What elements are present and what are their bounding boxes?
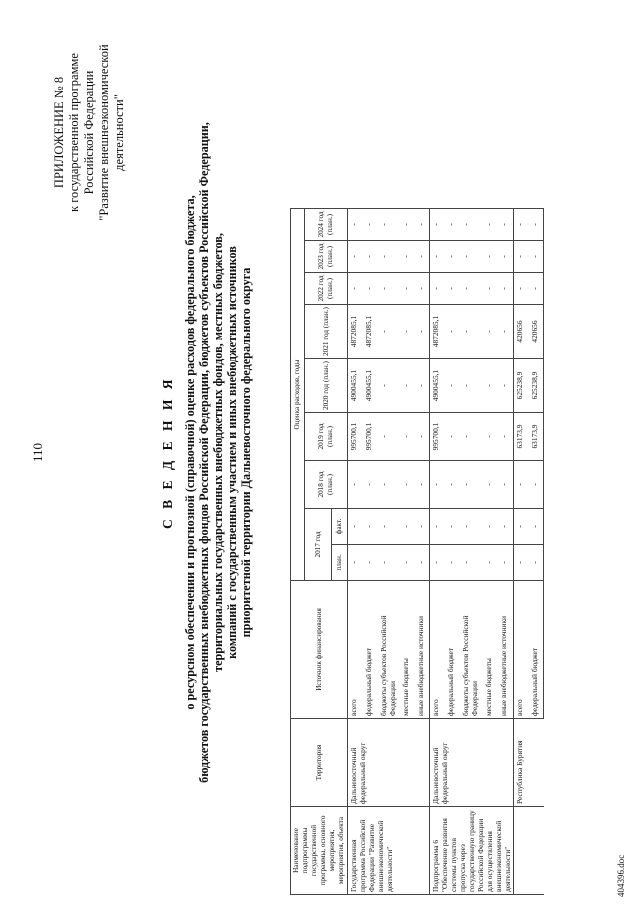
value-cell: - (483, 273, 498, 305)
funding-source-cell: федеральный бюджет (445, 581, 460, 719)
value-cell: - (498, 545, 513, 581)
value-cell: - (445, 545, 460, 581)
resource-table-wrapper (290, 208, 544, 895)
value-cell: - (348, 461, 363, 509)
value-cell: - (430, 209, 445, 241)
value-cell: 995700,1 (430, 413, 445, 461)
header-2017-fact: факт. (332, 509, 348, 545)
header-source: Источник финансирования (291, 581, 348, 719)
header-2020: 2020 год (план.) (305, 359, 348, 413)
value-cell: - (498, 305, 513, 359)
document-code: 404396.doc (616, 854, 626, 897)
value-cell: - (445, 241, 460, 273)
value-cell: - (400, 209, 415, 241)
value-cell: - (460, 461, 483, 509)
funding-source-cell: всего (514, 581, 529, 719)
value-cell: - (415, 209, 430, 241)
value-cell: - (378, 413, 400, 461)
value-cell: - (400, 509, 415, 545)
appendix-line: к государственной программе (67, 53, 81, 212)
funding-source-cell: местные бюджеты (400, 581, 415, 719)
header-territory: Территория (291, 719, 348, 807)
funding-source-cell: бюджеты субъектов Российской Федерации (460, 581, 483, 719)
value-cell: - (363, 273, 378, 305)
value-cell: - (483, 241, 498, 273)
header-2024: 2024 год (план.) (305, 209, 348, 241)
value-cell: - (460, 413, 483, 461)
header-name: Наименование подпрограммы государственной программы, основного мероприятия, мероприятия, объекта (291, 807, 348, 895)
header-2022: 2022 год (план.) (305, 273, 348, 305)
value-cell: - (378, 305, 400, 359)
header-2017-plan: план. (332, 545, 348, 581)
value-cell: - (363, 241, 378, 273)
value-cell: 4872085,1 (348, 305, 363, 359)
value-cell: - (529, 509, 544, 545)
header-estimate-group: Оценка расходов, годы (291, 209, 305, 581)
funding-source-cell: иные внебюджетные источники (498, 581, 513, 719)
value-cell: - (445, 461, 460, 509)
value-cell: - (529, 461, 544, 509)
value-cell: - (363, 509, 378, 545)
value-cell: - (498, 509, 513, 545)
value-cell: - (415, 305, 430, 359)
value-cell: 63173,9 (514, 413, 529, 461)
value-cell: - (348, 273, 363, 305)
value-cell: - (514, 241, 529, 273)
value-cell: - (498, 273, 513, 305)
value-cell: - (430, 509, 445, 545)
value-cell: - (445, 413, 460, 461)
subtitle-line: бюджетов государственных внебюджетных фондов Российской Федерации, бюджетов субъектов Российской Федерации, (197, 122, 211, 783)
table-row (430, 209, 445, 895)
table-row (348, 209, 363, 895)
value-cell: - (378, 461, 400, 509)
value-cell: - (415, 241, 430, 273)
value-cell: - (483, 509, 498, 545)
value-cell: - (498, 241, 513, 273)
value-cell: - (348, 209, 363, 241)
value-cell: - (514, 509, 529, 545)
funding-source-cell: иные внебюджетные источники (415, 581, 430, 719)
value-cell: - (445, 305, 460, 359)
value-cell: - (498, 209, 513, 241)
value-cell: - (514, 545, 529, 581)
value-cell: - (415, 413, 430, 461)
funding-source-cell: федеральный бюджет (529, 581, 544, 719)
value-cell: - (415, 273, 430, 305)
value-cell: - (348, 241, 363, 273)
appendix-line: "Развитие внешнеэкономической (97, 44, 111, 221)
value-cell: - (445, 273, 460, 305)
value-cell: - (498, 461, 513, 509)
value-cell: - (483, 305, 498, 359)
value-cell: - (430, 273, 445, 305)
value-cell: - (445, 509, 460, 545)
value-cell: 625238,9 (514, 359, 529, 413)
value-cell: - (378, 545, 400, 581)
value-cell: - (400, 273, 415, 305)
value-cell: - (348, 545, 363, 581)
value-cell: - (378, 209, 400, 241)
territory-cell: Республика Бурятия (514, 719, 544, 807)
header-2023: 2023 год (план.) (305, 241, 348, 273)
value-cell: - (378, 273, 400, 305)
value-cell: - (460, 273, 483, 305)
value-cell: - (430, 241, 445, 273)
funding-source-cell: всего (348, 581, 363, 719)
value-cell: - (363, 461, 378, 509)
value-cell: 63173,9 (529, 413, 544, 461)
value-cell: - (529, 209, 544, 241)
value-cell: 420656 (514, 305, 529, 359)
appendix-block (52, 10, 127, 255)
document-subtitle (183, 0, 253, 905)
value-cell: - (363, 545, 378, 581)
territory-cell: Дальневосточный федеральный округ (430, 719, 514, 807)
resource-table (290, 208, 544, 895)
value-cell: - (400, 305, 415, 359)
value-cell: - (400, 461, 415, 509)
value-cell: 625238,9 (529, 359, 544, 413)
funding-source-cell: федеральный бюджет (363, 581, 378, 719)
value-cell: - (430, 545, 445, 581)
value-cell: 4872085,1 (363, 305, 378, 359)
value-cell: - (483, 413, 498, 461)
page-number: 110 (30, 442, 45, 463)
value-cell: 995700,1 (363, 413, 378, 461)
program-name-cell: Государственная программа Российской Федерации "Развитие внешнеэкономической деятельности" (348, 807, 430, 895)
header-2021: 2021 год (план.) (305, 305, 348, 359)
subtitle-line: территориальных государственных внебюджетных фондов, местных бюджетов, (211, 233, 225, 672)
value-cell: 4900455,1 (348, 359, 363, 413)
value-cell: - (529, 273, 544, 305)
subtitle-line: о ресурсном обеспечении и прогнозной (справочной) оценке расходов федерального бюджета, (183, 195, 197, 710)
value-cell: - (483, 461, 498, 509)
value-cell: - (415, 359, 430, 413)
value-cell: - (529, 545, 544, 581)
subtitle-line: компаний с государственным участием и иных внебюджетных источников (225, 246, 239, 659)
value-cell: - (514, 209, 529, 241)
value-cell: - (498, 359, 513, 413)
value-cell: - (460, 359, 483, 413)
value-cell: - (514, 461, 529, 509)
value-cell: - (415, 461, 430, 509)
value-cell: - (348, 509, 363, 545)
table-body (348, 209, 544, 895)
appendix-line: Российской Федерации (82, 70, 96, 195)
value-cell: - (400, 241, 415, 273)
value-cell: - (430, 461, 445, 509)
header-2019: 2019 год (план.) (305, 413, 348, 461)
value-cell: - (378, 509, 400, 545)
value-cell: 420656 (529, 305, 544, 359)
value-cell: - (498, 413, 513, 461)
header-2017: 2017 год (305, 509, 332, 581)
funding-source-cell: бюджеты субъектов Российской Федерации (378, 581, 400, 719)
value-cell: - (378, 359, 400, 413)
value-cell: - (460, 209, 483, 241)
value-cell: 995700,1 (348, 413, 363, 461)
value-cell: 4900455,1 (430, 359, 445, 413)
value-cell: - (460, 305, 483, 359)
header-2018: 2018 год (план.) (305, 461, 348, 509)
value-cell: - (514, 273, 529, 305)
value-cell: - (483, 545, 498, 581)
value-cell: - (483, 359, 498, 413)
appendix-line: деятельности" (112, 94, 126, 171)
document-title: С В Е Д Е Н И Я (160, 376, 175, 529)
value-cell: - (415, 545, 430, 581)
value-cell: - (460, 545, 483, 581)
value-cell: - (400, 413, 415, 461)
funding-source-cell: всего (430, 581, 445, 719)
value-cell: 4872085,1 (430, 305, 445, 359)
table-row (514, 209, 529, 895)
program-name-cell: Подпрограмма 6 "Обеспечение развития системы пунктов пропуска через государственную границу Российской Федерации для осуществления внешнеэкономической деятельности" (430, 807, 514, 895)
value-cell: - (400, 545, 415, 581)
value-cell: - (415, 509, 430, 545)
value-cell: - (378, 241, 400, 273)
value-cell: - (529, 241, 544, 273)
value-cell: 4900455,1 (363, 359, 378, 413)
value-cell: - (460, 509, 483, 545)
value-cell: - (445, 359, 460, 413)
value-cell: - (400, 359, 415, 413)
territory-cell: Дальневосточный федеральный округ (348, 719, 430, 807)
value-cell: - (460, 241, 483, 273)
funding-source-cell: местные бюджеты (483, 581, 498, 719)
value-cell: - (483, 209, 498, 241)
subtitle-line: приоритетной территории Дальневосточного федерального округа (239, 267, 253, 638)
appendix-line: ПРИЛОЖЕНИЕ № 8 (52, 76, 66, 189)
value-cell: - (363, 209, 378, 241)
value-cell: - (445, 209, 460, 241)
program-name-cell (514, 807, 544, 895)
